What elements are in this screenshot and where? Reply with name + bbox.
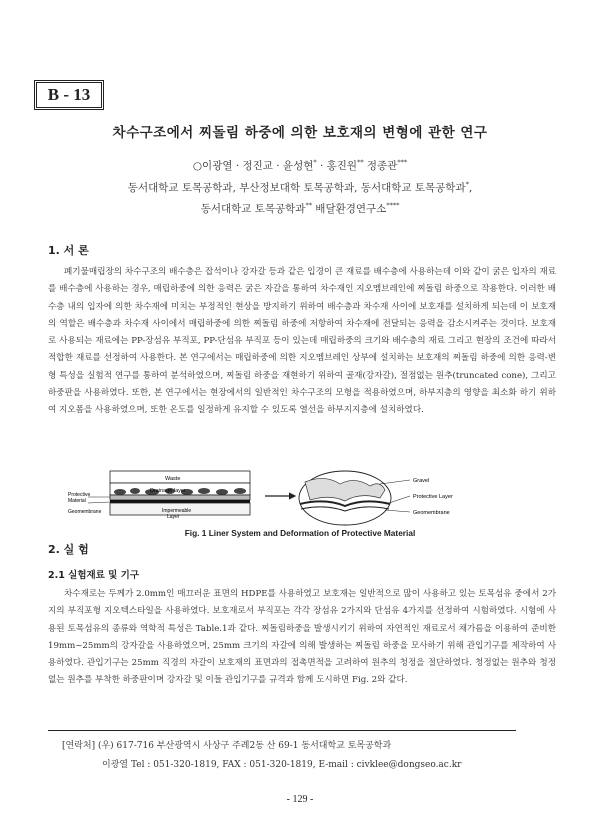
section-1-heading: 1. 서 론 (48, 244, 89, 257)
affil-mark: *** (397, 158, 408, 167)
label-waste: Waste (165, 476, 181, 482)
subsection-2-1-heading: 2.1 실험재료 및 기구 (48, 570, 139, 581)
footnote-contact: [연락처] (우) 617-716 부산광역시 사상구 주례2동 산 69-1 동서대학교 토목공학과 (62, 741, 392, 751)
paper-code: B - 13 (47, 85, 91, 104)
paper-code-box (34, 80, 104, 110)
liner-system-figure (68, 468, 540, 528)
affil-mark: ** (305, 201, 312, 210)
affiliations-text: 동서대학교 토목공학과, 부산정보대학 토목공학과, 동서대학교 토목공학과 (127, 182, 466, 194)
label-protective-layer: Protective Layer (413, 494, 453, 500)
affiliations-tail: , (468, 182, 473, 194)
affil-mark: ** (357, 158, 364, 167)
deformation-diagram (299, 471, 453, 525)
affil-mark: * (465, 180, 469, 189)
section-1-paragraph: 폐기물매립장의 차수구조의 배수층은 잡석이나 강자갈 등과 같은 입경이 큰 재료를 배수층에 사용하는데 이와 같이 굵은 입자의 재료를 배수층에 사용하는 경우, 매립하중에 의한 응력은 굵은 자갈을 통하여 차수재인 지오멤브레인에 찌돌림 하중으로 작용한다. 이러한 배수층 내의 입자에 의한 차수재에 미치는 부정적인 현상을 방지하기 위하여 배수층과 차수재 사이에 보호재를 설치하게 되는데 이 보호재의 역할은 배수층과 차수재 사이에서 매립하중에 의한 찌돌림 하중에 저항하여 차수재에 전달되는 응력을 감소시켜주는 것이다. 보호재로 사용되는 재료에는 PP-장섬유 부직포, PP-단섬유 부직포 등이 있는데 매립하중의 크기와 배수층의 재료 그리고 현장의 조건에 따라서 적합한 재료를 선정하여 사용한다. 본 연구에서는 매립하중에 의한 지오멤브레인 상부에 설치하는 보호재의 찌돌림 하중에 의한 응력-변형 특성을 실험적 연구를 통하여 분석하였으며, 찌돌림 하중을 재현하기 위하여 골재(강자갈), 절점없는 원추(truncated cone), 그리고 하중판을 사용하였다. 또한, 본 연구에서는 현장에서의 일반적인 차수구조의 모형을 적용하였으며, 하부지층의 영향을 최소화 하기 위하여 지오폼을 사용하였으며, 또한 온도를 일정하게 유지할 수 있도록 열선을 하부지지층에 설치하였다. (48, 267, 556, 416)
figure-1-caption: Fig. 1 Liner System and Deformation of Protective Material (184, 528, 416, 538)
affiliation-line-1 (0, 180, 600, 195)
label-geomembrane-left: Geomembrane (68, 509, 102, 515)
liner-layers-diagram (68, 471, 250, 520)
page-number: - 129 - (286, 794, 314, 805)
affiliation-a: 동서대학교 토목공학과 (200, 203, 306, 215)
affiliation-b: 배달환경연구소 (311, 203, 387, 215)
label-geomembrane-right: Geomembrane (413, 510, 450, 516)
label-drainage: Drainage layer (150, 488, 186, 494)
label-protective-material: Protective Material (68, 492, 91, 504)
label-gravel: Gravel (413, 478, 430, 484)
label-impermeable: Impermeable Layer (162, 508, 192, 520)
footnote-rule (48, 730, 516, 731)
author-names-3: 정종관 (363, 160, 398, 172)
section-2-heading: 2. 실 험 (48, 543, 89, 556)
affil-mark: * (313, 158, 317, 167)
affiliation-line-2 (0, 201, 600, 216)
affil-mark: **** (386, 201, 400, 210)
footnote-phone-email: 이광열 Tel : 051-320-1819, FAX : 051-320-1819, E-mail : civklee@dongseo.ac.kr (102, 760, 462, 770)
author-names-1: 이광열 · 정진교 · 윤성현 (202, 160, 314, 172)
section-2-paragraph: 차수재로는 두께가 2.0mm인 매끄러운 표면의 HDPE를 사용하였고 보호재는 일반적으로 많이 사용하고 있는 토목섬유 중에서 2가지의 부직포형 지오텍스타일을 사용하였다. 보호재로서 부직포는 각각 장섬유 2가지와 단섬유 4가지를 선정하여 시험하였다. 시험에 사용된 토목섬유의 종류와 역학적 특성은 Table.1과 같다. 찌돌림하중을 발생시키기 위하여 자연적인 재료로서 채가름을 이용하여 준비한 19mm~25mm의 강자갈을 사용하였으며, 25mm 크기의 자갈에 의해 발생하는 찌돌림 하중을 모사하기 위해 관입기구를 제작하여 사용하였다. 관입기구는 25mm 직경의 자갈이 보호재의 표면과의 접촉면적을 고려하여 원추의 청정을 절단하였다. 청정없는 원추와 청정없는 원추를 부착한 하중판이며 강자갈 및 이들 관입기구를 규격과 함께 도시하면 Fig. 2와 같다. (48, 589, 556, 686)
paper-title: 차수구조에서 찌돌림 하중에 의한 보호재의 변형에 관한 연구 (112, 125, 488, 141)
author-names-2: · 홍진원 (316, 160, 358, 172)
presenter-marker: ○ (192, 160, 203, 172)
author-line-1 (0, 158, 600, 173)
